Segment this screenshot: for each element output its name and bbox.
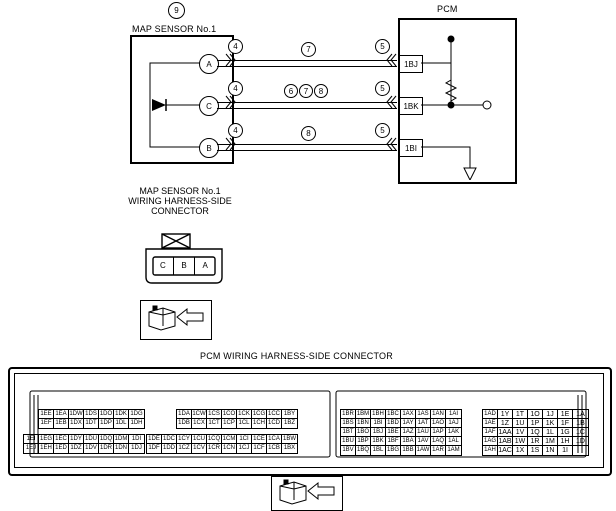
pin-cell: 1AA [498, 429, 512, 436]
pin-cell: 1DU [84, 436, 97, 442]
pin-cell: 1EH [39, 444, 54, 453]
pin-cell: 1AT [416, 419, 431, 428]
pin-cell: 1DS [84, 410, 99, 419]
pin-cell: 1DD [162, 445, 175, 451]
pin-cell: 1AS [416, 410, 431, 419]
pin-cell: 1DQ [99, 436, 113, 442]
pin-cell: 1CR [207, 445, 220, 451]
wire-c-lower [217, 108, 397, 109]
callout-4-row-b: 4 [228, 123, 243, 138]
pin-cell: 1CF [252, 444, 267, 453]
pin-cell: 1H [558, 437, 573, 446]
pin-cell: 1CB [267, 444, 282, 453]
pin-cell: 1EG [39, 436, 52, 442]
connector-marks-sensor-side [222, 48, 244, 168]
pin-cell: 1AL [446, 437, 461, 446]
callout-8-row-b: 8 [301, 126, 316, 141]
pin-cell: 1CU [192, 436, 205, 442]
pin-cell: 1EJ [24, 444, 39, 453]
pin-cell: 1AC [498, 447, 512, 454]
map-connector-hand-icon [141, 301, 209, 337]
callout-5-row-b: 5 [375, 123, 390, 138]
pin-cell: 1BY [283, 411, 296, 417]
pin-cell: 1S [528, 446, 543, 455]
map-pin-b: B [174, 257, 196, 275]
pin-cell: 1BX [283, 445, 296, 451]
pin-cell: 1CV [192, 444, 207, 453]
wire-a-lower [217, 66, 397, 67]
pin-cell: 1E [558, 410, 573, 419]
pcm-terminal-1bk: 1BK [399, 97, 423, 115]
pin-cell: 1CH [252, 420, 265, 426]
pin-cell: 1W [513, 437, 528, 446]
pin-cell: 1BQ [356, 447, 369, 453]
pin-cell: 1DB [177, 419, 192, 428]
pin-cell: 1BU [341, 437, 356, 446]
pin-cell: 1BI [371, 419, 386, 428]
pin-cell: 1EC [54, 435, 69, 444]
pin-cell: 1AW [416, 447, 430, 453]
pin-cell: 1Z [498, 419, 513, 428]
pin-cell: 1BZ [283, 420, 295, 426]
pin-cell: 1EF [39, 419, 54, 428]
svg-text:6: 6 [288, 87, 294, 96]
pin-cell: 1B [573, 419, 588, 428]
pin-cell: 1AO [431, 420, 444, 426]
pin-cell: 1AG [483, 438, 496, 444]
pin-cell: 1DG [130, 411, 143, 417]
callout-5-row-c: 5 [375, 81, 390, 96]
pin-cell: 1ED [54, 444, 69, 453]
pin-cell: 1CM [222, 436, 236, 442]
pin-cell: 1BN [356, 419, 371, 428]
pin-cell: 1DJ [131, 445, 142, 451]
pin-cell: 1CO [222, 411, 236, 417]
pin-cell: 1BK [371, 437, 386, 446]
pin-cell: 1AV [416, 437, 431, 446]
pin-cell: 1AK [447, 429, 460, 435]
pin-cell: 1CX [192, 419, 207, 428]
pin-cell: 1J [543, 410, 558, 419]
callout-678-row-c [284, 84, 334, 98]
pin-cell: 1BG [386, 447, 399, 453]
callout-9-icon: 9 [168, 2, 185, 19]
map-connector-caption [110, 186, 250, 216]
pin-cell: 1BA [401, 437, 416, 446]
pin-cell: 1A [573, 410, 588, 419]
callout-678-circles-icon [284, 84, 334, 98]
pin-cell: 1AM [447, 447, 460, 453]
pin-cell: 1AF [483, 428, 498, 437]
pin-cell: 1CG [252, 411, 266, 417]
svg-text:8: 8 [318, 87, 324, 96]
pin-cell: 1CZ [177, 444, 192, 453]
pin-cell: 1Y [498, 410, 513, 419]
pin-cell: 1EA [54, 410, 69, 419]
pin-cell: 1CK [237, 410, 252, 419]
pin-cell: 1CY [177, 435, 192, 444]
pin-cell: 1DE [147, 435, 162, 444]
callout-7-row-a: 7 [301, 42, 316, 57]
sensor-terminal-a: A [199, 54, 219, 74]
map-connector-caption-line1: MAP SENSOR No.1 [139, 186, 221, 196]
pin-cell: 1BJ [371, 428, 386, 437]
pcm-label: PCM [437, 4, 458, 14]
pin-cell: 1C [573, 428, 588, 437]
pin-cell: 1AR [431, 446, 446, 455]
pin-cell: 1AD [483, 410, 498, 419]
pin-cell: 1BO [356, 429, 369, 435]
map-connector-caption-line3: CONNECTOR [151, 206, 209, 216]
callout-5-row-a: 5 [375, 39, 390, 54]
pin-cell: 1AN [431, 410, 446, 419]
pin-cell: 1BF [386, 437, 401, 446]
map-connector-pins [153, 257, 215, 275]
pin-cell: 1CP [222, 419, 237, 428]
pin-cell: 1P [528, 419, 543, 428]
pin-cell: 1G [558, 428, 573, 437]
wire-c-upper [217, 102, 397, 103]
pin-cell: 1AJ [446, 419, 461, 428]
pin-cell: 1BM [356, 411, 370, 417]
pin-cell: 1BS [341, 419, 356, 428]
pin-cell: 1CQ [207, 436, 221, 442]
callout-4-row-c: 4 [228, 81, 243, 96]
pin-cell: 1DX [69, 419, 84, 428]
pin-cell: 1CW [192, 411, 206, 417]
pin-cell: 1DF [147, 444, 162, 453]
pin-cell: 1AU [416, 428, 431, 437]
pin-cell: 1DP [99, 419, 114, 428]
pcm-connector-hand-icon [272, 477, 340, 508]
pin-cell: 1EE [39, 410, 54, 419]
pin-cell: 1CI [237, 435, 252, 444]
pin-cell: 1CT [207, 419, 222, 428]
pin-cell: 1CD [267, 420, 280, 426]
pin-cell: 1AX [401, 410, 416, 419]
pin-cell: 1BL [371, 446, 386, 455]
pin-cell: 1BB [401, 446, 416, 455]
wire-a-upper [217, 60, 397, 61]
pin-cell: 1DT [84, 419, 99, 428]
pin-cell: 1BH [371, 410, 386, 419]
pin-cell: 1M [543, 437, 558, 446]
pin-cell: 1DK [114, 410, 129, 419]
pin-cell: 1DV [84, 444, 99, 453]
pin-cell: 1AE [483, 419, 498, 428]
map-pin-a: A [202, 261, 208, 270]
pin-cell: 1CN [222, 445, 235, 451]
pin-cell: 1N [543, 446, 558, 455]
pin-cell: 1R [528, 437, 543, 446]
pin-cell: 1BV [341, 446, 356, 455]
pin-cell: 1AB [498, 438, 512, 445]
pin-cell: 1DA [177, 410, 192, 419]
callout-4-row-a: 4 [228, 39, 243, 54]
pin-cell: 1AZ [401, 428, 416, 437]
pcm-terminal-1bi: 1BI [399, 139, 423, 157]
pin-cell: 1AP [431, 428, 446, 437]
pin-cell: 1CE [252, 435, 267, 444]
pin-cell: 1CL [237, 419, 252, 428]
pin-cell: 1DR [99, 445, 112, 451]
map-sensor-label: MAP SENSOR No.1 [132, 24, 217, 34]
pin-cell: 1BC [386, 410, 401, 419]
pin-cell: 1AH [483, 446, 498, 455]
pin-cell: 1V [513, 428, 528, 437]
pin-cell: 1D [573, 437, 588, 446]
pin-cell: 1DO [99, 411, 113, 417]
pin-cell: 1BT [341, 428, 356, 437]
pin-cell: 1DN [114, 445, 127, 451]
pin-cell: 1DM [114, 436, 128, 442]
sensor-terminal-b: B [199, 138, 219, 158]
svg-text:7: 7 [303, 87, 309, 96]
pcm-internal-circuit [398, 18, 513, 180]
pin-cell: 1CA [267, 435, 282, 444]
pin-cell: 1EI [24, 435, 39, 444]
pin-cell: 1DI [129, 435, 144, 444]
pin-cell: 1BD [386, 419, 401, 428]
pin-cell: 1U [513, 419, 528, 428]
pcm-connector-caption: PCM WIRING HARNESS-SIDE CONNECTOR [200, 351, 393, 361]
pcm-terminal-1bj: 1BJ [399, 55, 423, 73]
pin-cell: 1BP [356, 437, 371, 446]
pin-cell: 1BR [341, 410, 356, 419]
pin-cell: 1BE [386, 428, 401, 437]
map-connector-caption-line2: WIRING HARNESS-SIDE [128, 196, 232, 206]
pin-cell: 1T [513, 410, 528, 419]
pin-cell: 1DY [69, 435, 84, 444]
pin-cell: 1Q [528, 428, 543, 437]
wire-b-lower [217, 150, 397, 151]
pin-cell: 1DL [114, 419, 129, 428]
pin-cell: 1BW [282, 436, 296, 442]
pin-cell: 1CS [207, 410, 222, 419]
pin-cell: 1CJ [237, 444, 252, 453]
pin-cell: 1DH [130, 420, 143, 426]
pin-cell: 1AI [446, 410, 461, 419]
pin-cell: 1AQ [431, 438, 444, 444]
pin-cell: 1F [558, 419, 573, 428]
pin-cell: 1CC [267, 411, 280, 417]
sensor-terminal-c: C [199, 96, 219, 116]
map-pin-c: C [153, 257, 174, 275]
pin-cell: 1DC [162, 436, 175, 442]
pin-cell: 1AY [401, 419, 416, 428]
pin-cell: 1K [543, 419, 558, 428]
pin-cell: 1I [558, 446, 573, 455]
pin-cell: 1L [543, 428, 558, 437]
pin-cell: 1X [513, 446, 528, 455]
wire-b-upper [217, 144, 397, 145]
pin-cell: 1EB [54, 419, 69, 428]
pin-cell: 1DZ [69, 444, 84, 453]
pin-cell: 1DW [69, 411, 83, 417]
pcm-connector-shell-detail [14, 373, 602, 466]
pin-cell: 1O [528, 410, 543, 419]
